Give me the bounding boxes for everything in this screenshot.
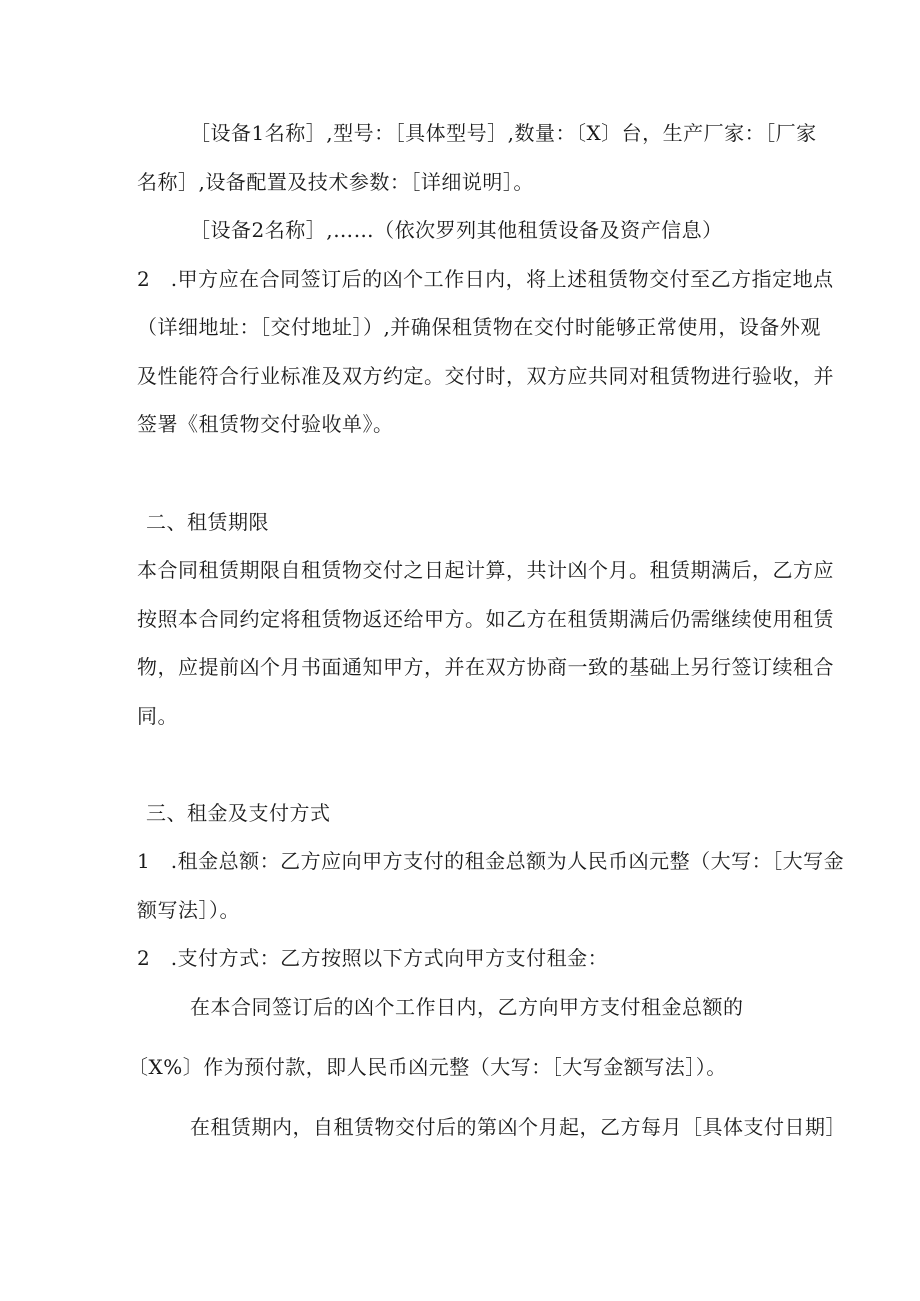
lease-term-line-1: 本合同租赁期限自租赁物交付之日起计算，共计凶个月。租赁期满后，乙方应 — [137, 558, 834, 582]
rent-total-line-1: 1 .租金总额：乙方应向甲方支付的租金总额为人民币凶元整（大写：［大写金 — [137, 849, 845, 873]
section-heading-lease-term: 二、租赁期限 — [146, 510, 269, 534]
rent-total-line-2: 额写法］）。 — [137, 898, 240, 922]
clause-2-line-3: 及性能符合行业标准及双方约定。交付时，双方应共同对租赁物进行验收，并 — [137, 364, 834, 388]
monthly-payment-line: 在租赁期内，自租赁物交付后的第凶个月起，乙方每月［具体支付日期］ — [190, 1115, 846, 1139]
clause-2-line-2: （详细地址：［交付地址］）,并确保租赁物在交付时能够正常使用，设备外观 — [137, 315, 821, 339]
device-1-line-2: 名称］,设备配置及技术参数：［详细说明］。 — [137, 170, 534, 194]
clause-2-line-1: 2 .甲方应在合同签订后的凶个工作日内，将上述租赁物交付至乙方指定地点 — [137, 267, 834, 291]
device-2-line: ［设备2名称］,……（依次罗列其他租赁设备及资产信息） — [190, 218, 723, 242]
clause-2-line-4: 签署《租赁物交付验收单》。 — [137, 412, 394, 436]
lease-term-line-3: 物，应提前凶个月书面通知甲方，并在双方协商一致的基础上另行签订续租合 — [137, 655, 834, 679]
prepayment-line-2: 〔X%〕作为预付款，即人民币凶元整（大写：［大写金额写法］）。 — [128, 1055, 727, 1079]
payment-method-line: 2 .支付方式：乙方按照以下方式向甲方支付租金： — [137, 946, 609, 970]
prepayment-line-1: 在本合同签订后的凶个工作日内，乙方向甲方支付租金总额的 — [190, 995, 744, 1019]
lease-term-line-4: 同。 — [137, 704, 178, 728]
device-1-line-1: ［设备1名称］,型号：［具体型号］,数量：〔X〕台，生产厂家：［厂家 — [190, 121, 817, 145]
section-heading-rent-payment: 三、租金及支付方式 — [146, 801, 331, 825]
lease-term-line-2: 按照本合同约定将租赁物返还给甲方。如乙方在租赁期满后仍需继续使用租赁 — [137, 607, 834, 631]
